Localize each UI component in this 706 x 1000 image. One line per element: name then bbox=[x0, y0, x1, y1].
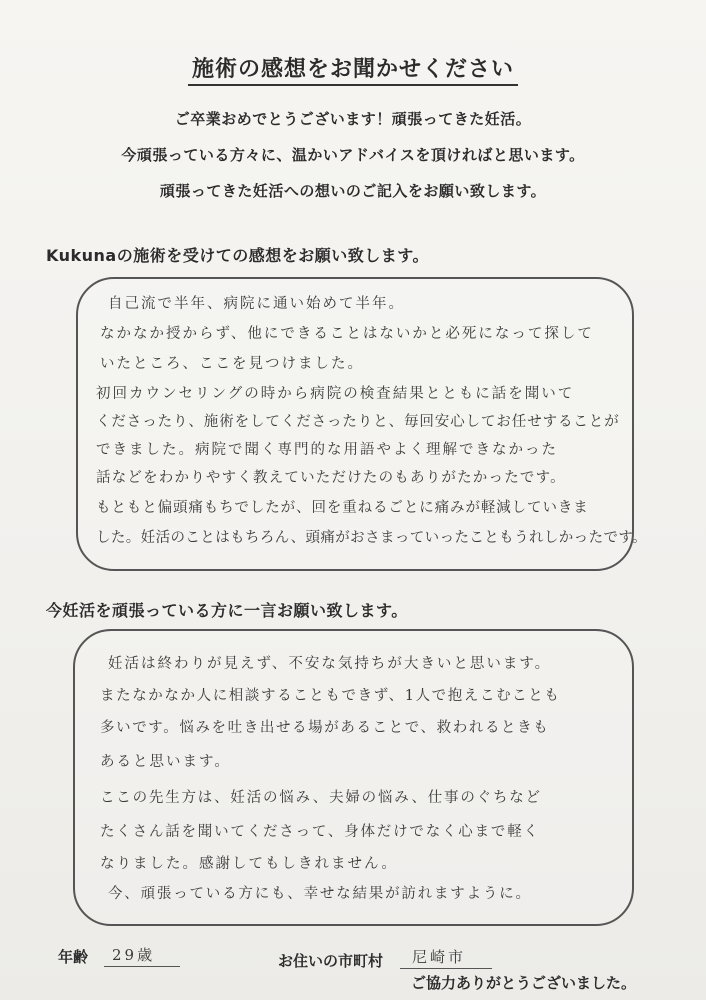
section2-line: なりました。感謝してもしきれません。 bbox=[100, 856, 398, 872]
section2-line: 妊活は終わりが見えず、不安な気持ちが大きいと思います。 bbox=[108, 656, 552, 672]
section1-line: いたところ、ここを見つけました。 bbox=[100, 356, 364, 372]
section1-line: できました。病院で聞く専門的な用語やよく理解できなかった bbox=[96, 442, 558, 458]
age-underline bbox=[104, 966, 180, 967]
section1-line: 自己流で半年、病院に通い始めて半年。 bbox=[108, 296, 405, 312]
section2-line: たくさん話を聞いてくださって、身体だけでなく心まで軽く bbox=[100, 824, 540, 840]
form-title: 施術の感想をお聞かせください bbox=[0, 52, 706, 83]
city-value: 尼崎市 bbox=[412, 948, 467, 966]
intro-line-1: ご卒業おめでとうございます！頑張ってきた妊活。 bbox=[174, 110, 532, 128]
section2-line: 今、頑張っている方にも、幸せな結果が訪れますように。 bbox=[108, 886, 532, 902]
thanks-message: ご協力ありがとうございました。 bbox=[410, 974, 636, 992]
section1-line: 初回カウンセリングの時から病院の検査結果とともに話を聞いて bbox=[96, 386, 575, 402]
intro-line-2: 今頑張っている方々に、温かいアドバイスを頂ければと思います。 bbox=[121, 146, 585, 164]
section1-line: した。妊活のことはもちろん、頭痛がおさまっていったこともうれしかったです。 bbox=[96, 530, 648, 546]
age-label: 年齢 bbox=[58, 948, 89, 966]
section2-line: またなかなか人に相談することもできず、1人で抱えこむことも bbox=[100, 688, 561, 704]
intro-line-3: 頑張ってきた妊活への想いのご記入をお願い致します。 bbox=[159, 182, 547, 200]
section1-line: くださったり、施術をしてくださったりと、毎回安心してお任せすることが bbox=[96, 414, 620, 430]
age-value: 29歳 bbox=[112, 946, 156, 964]
section2-line: 多いです。悩みを吐き出せる場があることで、救われるときも bbox=[100, 720, 550, 736]
section1-heading: Kukunaの施術を受けての感想をお願い致します。 bbox=[46, 246, 429, 265]
section1-line: もともと偏頭痛もちでしたが、回を重ねるごとに痛みが軽減していきま bbox=[96, 500, 589, 516]
section2-line: ここの先生方は、妊活の悩み、夫婦の悩み、仕事のぐちなど bbox=[100, 790, 542, 806]
section2-line: あると思います。 bbox=[100, 754, 231, 770]
section2-heading: 今妊活を頑張っている方に一言お願い致します。 bbox=[46, 601, 408, 620]
section1-line: なかなか授からず、他にできることはないかと必死になって探して bbox=[100, 326, 594, 342]
section1-line: 話などをわかりやすく教えていただけたのもありがたかったです。 bbox=[96, 470, 566, 486]
city-underline bbox=[400, 968, 492, 969]
city-label: お住いの市町村 bbox=[278, 952, 384, 970]
